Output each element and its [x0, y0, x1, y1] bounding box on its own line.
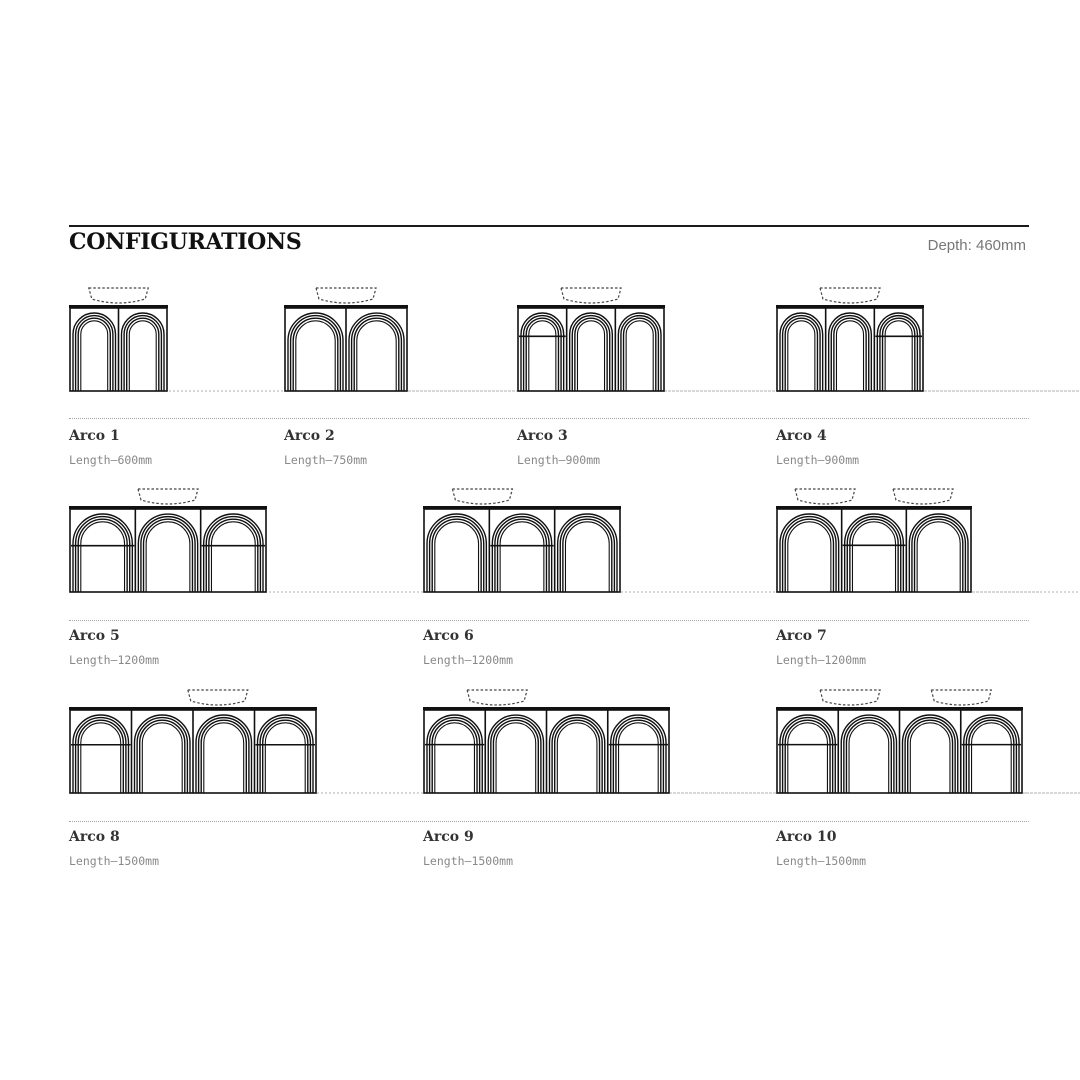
basin-outline — [820, 690, 880, 705]
arch-ring — [521, 313, 564, 391]
configuration-name: Arco 10 — [776, 829, 837, 845]
vanity-elevation-drawing — [284, 285, 408, 395]
arch-ring — [435, 723, 475, 793]
arch-ring — [529, 321, 556, 391]
arch-ring — [142, 723, 182, 793]
arch-ring — [785, 318, 817, 391]
basin-outline — [89, 288, 148, 303]
configuration-name: Arco 3 — [517, 428, 568, 444]
arch-ring — [910, 723, 950, 793]
arch-ring — [577, 321, 604, 391]
vanity-elevation-drawing — [776, 486, 972, 596]
arch-ring — [565, 522, 609, 592]
arch-ring — [834, 318, 866, 391]
configuration-name: Arco 2 — [284, 428, 335, 444]
arch-ring — [849, 723, 889, 793]
basin-outline — [452, 489, 512, 504]
arch-ring — [780, 313, 823, 391]
arch-ring — [73, 313, 116, 391]
configuration-name: Arco 8 — [69, 829, 120, 845]
configuration-name: Arco 9 — [423, 829, 474, 845]
row-divider — [69, 418, 1029, 419]
arch-ring — [296, 321, 335, 391]
arch-ring — [204, 723, 244, 793]
configuration-length: Length–1200mm — [69, 653, 160, 667]
basin-outline — [820, 288, 880, 303]
arch-ring — [877, 313, 920, 391]
arch-ring — [127, 318, 159, 391]
vanity-elevation-drawing — [776, 687, 1023, 797]
basin-outline — [893, 489, 953, 504]
basin-outline — [188, 690, 248, 705]
arch-ring — [836, 321, 863, 391]
basin-outline — [561, 288, 621, 303]
arch-ring — [81, 321, 108, 391]
vanity-elevation-drawing — [517, 285, 665, 395]
arch-ring — [788, 321, 815, 391]
arch-ring — [788, 522, 831, 592]
arch-ring — [852, 522, 895, 592]
configuration-length: Length–1500mm — [69, 854, 160, 868]
configuration-length: Length–900mm — [517, 453, 601, 467]
basin-outline — [467, 690, 527, 705]
arch-ring — [211, 522, 255, 592]
arch-ring — [496, 723, 536, 793]
configuration-length: Length–900mm — [776, 453, 860, 467]
arch-ring — [129, 321, 156, 391]
configuration-name: Arco 7 — [776, 628, 827, 644]
arch-ring — [626, 321, 653, 391]
configuration-name: Arco 1 — [69, 428, 120, 444]
arch-ring — [885, 321, 912, 391]
configuration-length: Length–600mm — [69, 453, 153, 467]
arch-ring — [78, 318, 110, 391]
arch-ring — [619, 723, 659, 793]
arch-ring — [917, 522, 960, 592]
arch-ring — [81, 522, 125, 592]
arch-ring — [575, 318, 607, 391]
configuration-length: Length–1500mm — [776, 854, 867, 868]
configuration-name: Arco 6 — [423, 628, 474, 644]
arch-ring — [624, 318, 656, 391]
arch-ring — [829, 313, 872, 391]
header-rule — [69, 225, 1029, 227]
basin-outline — [138, 489, 198, 504]
basin-outline — [795, 489, 855, 504]
basin-outline — [931, 690, 991, 705]
configuration-length: Length–1200mm — [423, 653, 514, 667]
arch-ring — [570, 313, 613, 391]
configuration-name: Arco 5 — [69, 628, 120, 644]
basin-outline — [316, 288, 376, 303]
vanity-elevation-drawing — [423, 687, 670, 797]
arch-ring — [122, 313, 165, 391]
arch-ring — [146, 522, 190, 592]
arch-ring — [788, 723, 828, 793]
arch-ring — [618, 313, 661, 391]
arch-ring — [883, 318, 915, 391]
vanity-elevation-drawing — [423, 486, 621, 596]
page-title: CONFIGURATIONS — [69, 229, 302, 255]
configuration-length: Length–750mm — [284, 453, 368, 467]
configuration-length: Length–1200mm — [776, 653, 867, 667]
arch-ring — [526, 318, 558, 391]
configuration-length: Length–1500mm — [423, 854, 514, 868]
configuration-name: Arco 4 — [776, 428, 827, 444]
arch-ring — [500, 522, 544, 592]
row-divider — [69, 821, 1029, 822]
arch-ring — [435, 522, 479, 592]
vanity-elevation-drawing — [776, 285, 924, 395]
depth-label: Depth: 460mm — [927, 237, 1026, 254]
arch-ring — [265, 723, 305, 793]
arch-ring — [972, 723, 1012, 793]
arch-ring — [357, 321, 396, 391]
row-divider — [69, 620, 1029, 621]
arch-ring — [557, 723, 597, 793]
arch-ring — [81, 723, 121, 793]
